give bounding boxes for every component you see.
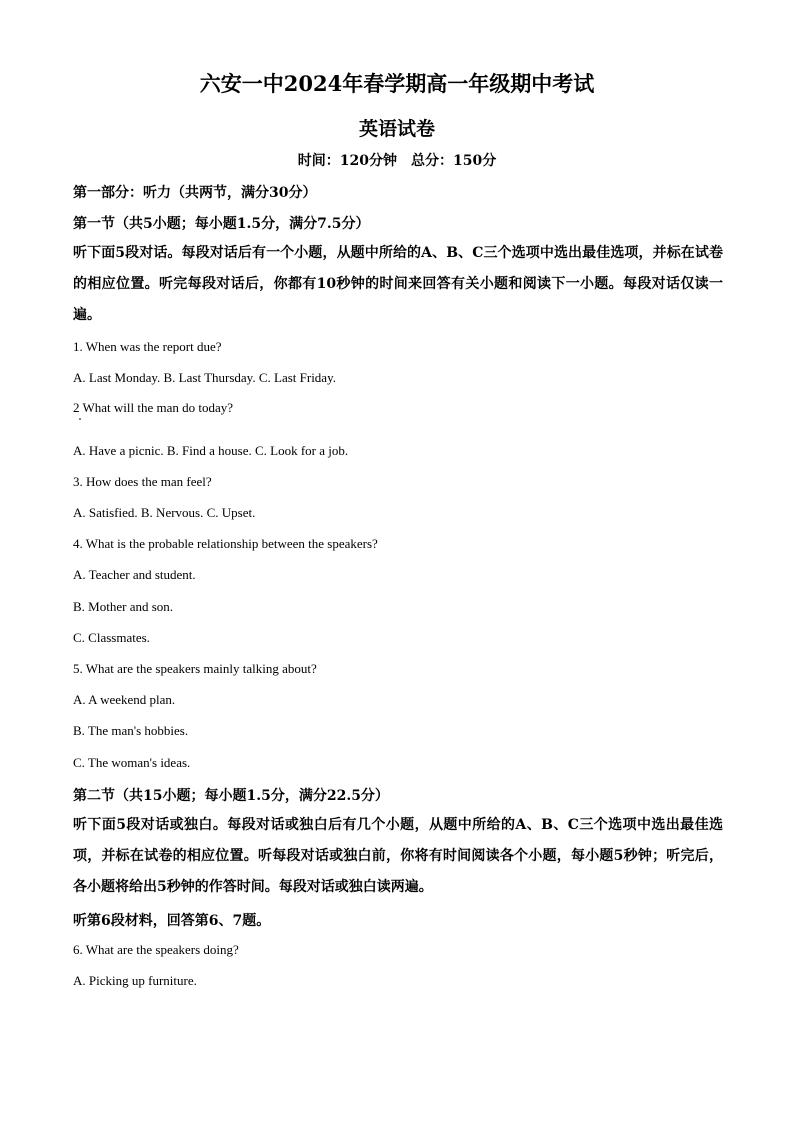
question-5-option-c: C. The woman's ideas.: [73, 755, 191, 770]
exam-info: 时间：120分钟 总分：150分: [297, 153, 497, 169]
part1-heading: 第一部分：听力（共两节，满分30分）: [73, 185, 317, 201]
question-3-options: A. Satisfied. B. Nervous. C. Upset.: [73, 505, 256, 520]
question-5-option-b: B. The man's hobbies.: [73, 723, 189, 738]
question-2-options: A. Have a picnic. B. Find a house. C. Look for a job.: [73, 443, 349, 458]
question-4: 4. What is the probable relationship between the speakers?: [73, 536, 378, 551]
question-5-option-a: A. A weekend plan.: [73, 692, 176, 707]
section1-instructions: 听下面5段对话。每段对话后有一个小题，从题中所给的A、B、C三个选项中选出最佳选项，并标在试卷的相应位置。听完每段对话后，你都有10秒钟的时间来回答有关小题和阅读下一小题。每段对话仅读一遍。: [73, 245, 723, 323]
question-5: 5. What are the speakers mainly talking about?: [73, 661, 317, 676]
scan-mark: [79, 418, 81, 420]
material-note: 听第6段材料，回答第6、7题。: [73, 913, 271, 929]
question-4-option-a: A. Teacher and student.: [73, 567, 196, 582]
section2-instructions: 听下面5段对话或独白。每段对话或独白后有几个小题，从题中所给的A、B、C三个选项中选出最佳选项，并标在试卷的相应位置。听每段对话或独白前，你将有时间阅读各个小题，每小题5秒钟；听完后，各小题将给出5秒钟的作答时间。每段对话或独白读两遍。: [73, 817, 723, 895]
question-2: 2 What will the man do today?: [73, 400, 234, 415]
question-6: 6. What are the speakers doing?: [73, 942, 239, 957]
question-1: 1. When was the report due?: [73, 339, 222, 354]
section1-heading: 第一节（共5小题；每小题1.5分，满分7.5分）: [73, 216, 370, 232]
question-6-option-a: A. Picking up furniture.: [73, 973, 197, 988]
question-3: 3. How does the man feel?: [73, 474, 212, 489]
question-4-option-c: C. Classmates.: [73, 630, 150, 645]
section2-heading: 第二节（共15小题；每小题1.5分，满分22.5分）: [73, 788, 389, 804]
exam-subtitle: 英语试卷: [358, 118, 435, 140]
exam-title: 六安一中2024年春学期高一年级期中考试: [199, 71, 595, 96]
question-4-option-b: B. Mother and son.: [73, 599, 174, 614]
question-1-options: A. Last Monday. B. Last Thursday. C. Last Friday.: [73, 370, 336, 385]
